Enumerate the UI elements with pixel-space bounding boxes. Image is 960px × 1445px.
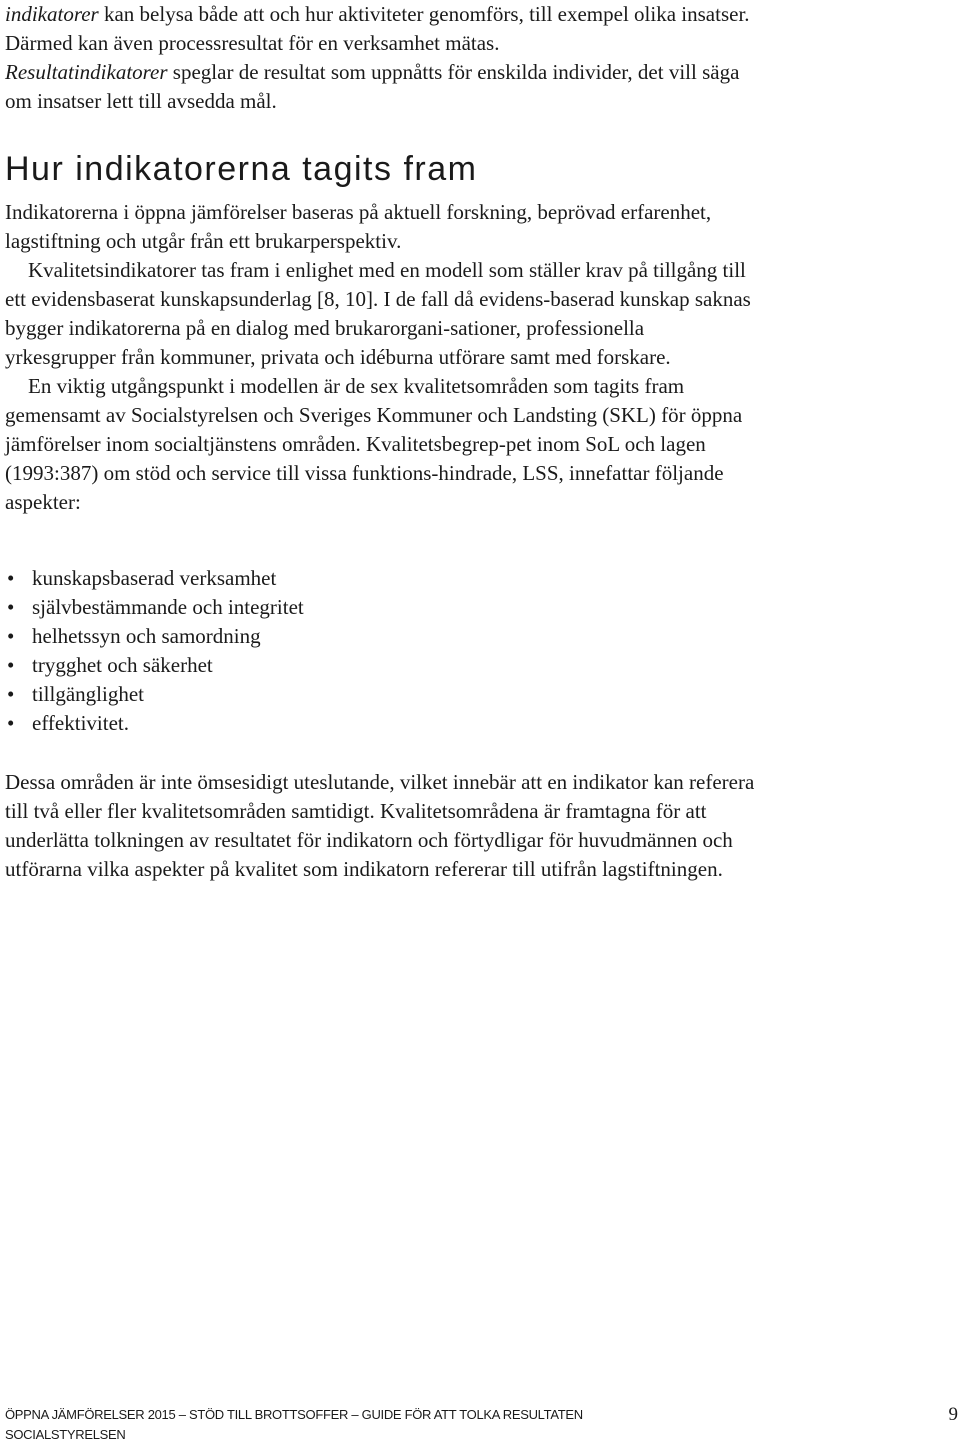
section-paragraph-3: En viktig utgångspunkt i modellen är de sex kvalitetsområden som tagits fram gemensamt av Socialstyrelsen och Sveriges Kommuner och Landsting (SKL) för öppna jämförelser inom socialtjänstens områden. Kvalitetsbegrep-pet inom SoL och lagen (1993:387) om stöd och service till vissa funktions-hindrade, LSS, innefattar följande aspekter: bbox=[5, 374, 743, 514]
list-item bbox=[5, 564, 304, 593]
section-body bbox=[5, 198, 760, 517]
quality-aspects-list bbox=[5, 564, 304, 738]
term-indikatorer: indikatorer bbox=[5, 2, 99, 26]
bullet-icon: • bbox=[7, 682, 15, 706]
list-item-label: kunskapsbaserad verksamhet bbox=[32, 566, 277, 590]
bullet-icon: • bbox=[7, 624, 15, 648]
list-item-label: trygghet och säkerhet bbox=[32, 653, 213, 677]
closing-paragraph: Dessa områden är inte ömsesidigt uteslutande, vilket innebär att en indikator kan referera till två eller fler kvalitetsområden samtidigt. Kvalitetsområdena är framtagna för att underlätta tolkningen av resultatet för indikatorn och förtydligar för huvudmännen och utförarna vilka aspekter på kvalitet som indikatorn refererar till utifrån lagstiftningen. bbox=[5, 770, 755, 881]
section-paragraph-2: Kvalitetsindikatorer tas fram i enlighet med en modell som ställer krav på tillgång till ett evidensbaserat kunskapsunderlag [8, 10]. I de fall då evidens-baserad kunskap saknas bygger indikatorerna på en dialog med brukarorgani-sationer, professionella yrkesgrupper från kommuner, privata och idéburna utförare samt med forskare. bbox=[5, 258, 751, 369]
list-item bbox=[5, 622, 304, 651]
intro-paragraph-process bbox=[5, 0, 757, 58]
list-item-label: självbestämmande och integritet bbox=[32, 595, 304, 619]
intro-process-text: kan belysa både att och hur aktiviteter genomförs, till exempel olika insatser. Därmed kan även processresultat för en verksamhet mätas. bbox=[5, 2, 750, 55]
term-resultatindikatorer: Resultatindikatorer bbox=[5, 60, 168, 84]
section-paragraph-1: Indikatorerna i öppna jämförelser baseras på aktuell forskning, beprövad erfarenhet, lagstiftning och utgår från ett brukarperspektiv. bbox=[5, 200, 712, 253]
intro-text bbox=[5, 0, 757, 116]
bullet-icon: • bbox=[7, 653, 15, 677]
list-item-label: helhetssyn och samordning bbox=[32, 624, 261, 648]
list-item bbox=[5, 709, 304, 738]
list-item bbox=[5, 680, 304, 709]
footer-publisher: SOCIALSTYRELSEN bbox=[5, 1427, 126, 1442]
bullet-icon: • bbox=[7, 595, 15, 619]
footer-publication-title: ÖPPNA JÄMFÖRELSER 2015 – STÖD TILL BROTTSOFFER – GUIDE FÖR ATT TOLKA RESULTATEN bbox=[5, 1407, 583, 1422]
page-footer bbox=[5, 1405, 960, 1445]
page-number: 9 bbox=[948, 1404, 958, 1425]
list-item-label: tillgänglighet bbox=[32, 682, 144, 706]
intro-paragraph-result bbox=[5, 58, 757, 116]
list-item bbox=[5, 593, 304, 622]
bullet-icon: • bbox=[7, 711, 15, 735]
list-item-label: effektivitet. bbox=[32, 711, 129, 735]
bullet-icon: • bbox=[7, 566, 15, 590]
list-item bbox=[5, 651, 304, 680]
section-heading: Hur indikatorerna tagits fram bbox=[5, 150, 478, 188]
intro-result-text: speglar de resultat som uppnåtts för enskilda individer, det vill säga om insatser lett till avsedda mål. bbox=[5, 60, 740, 113]
